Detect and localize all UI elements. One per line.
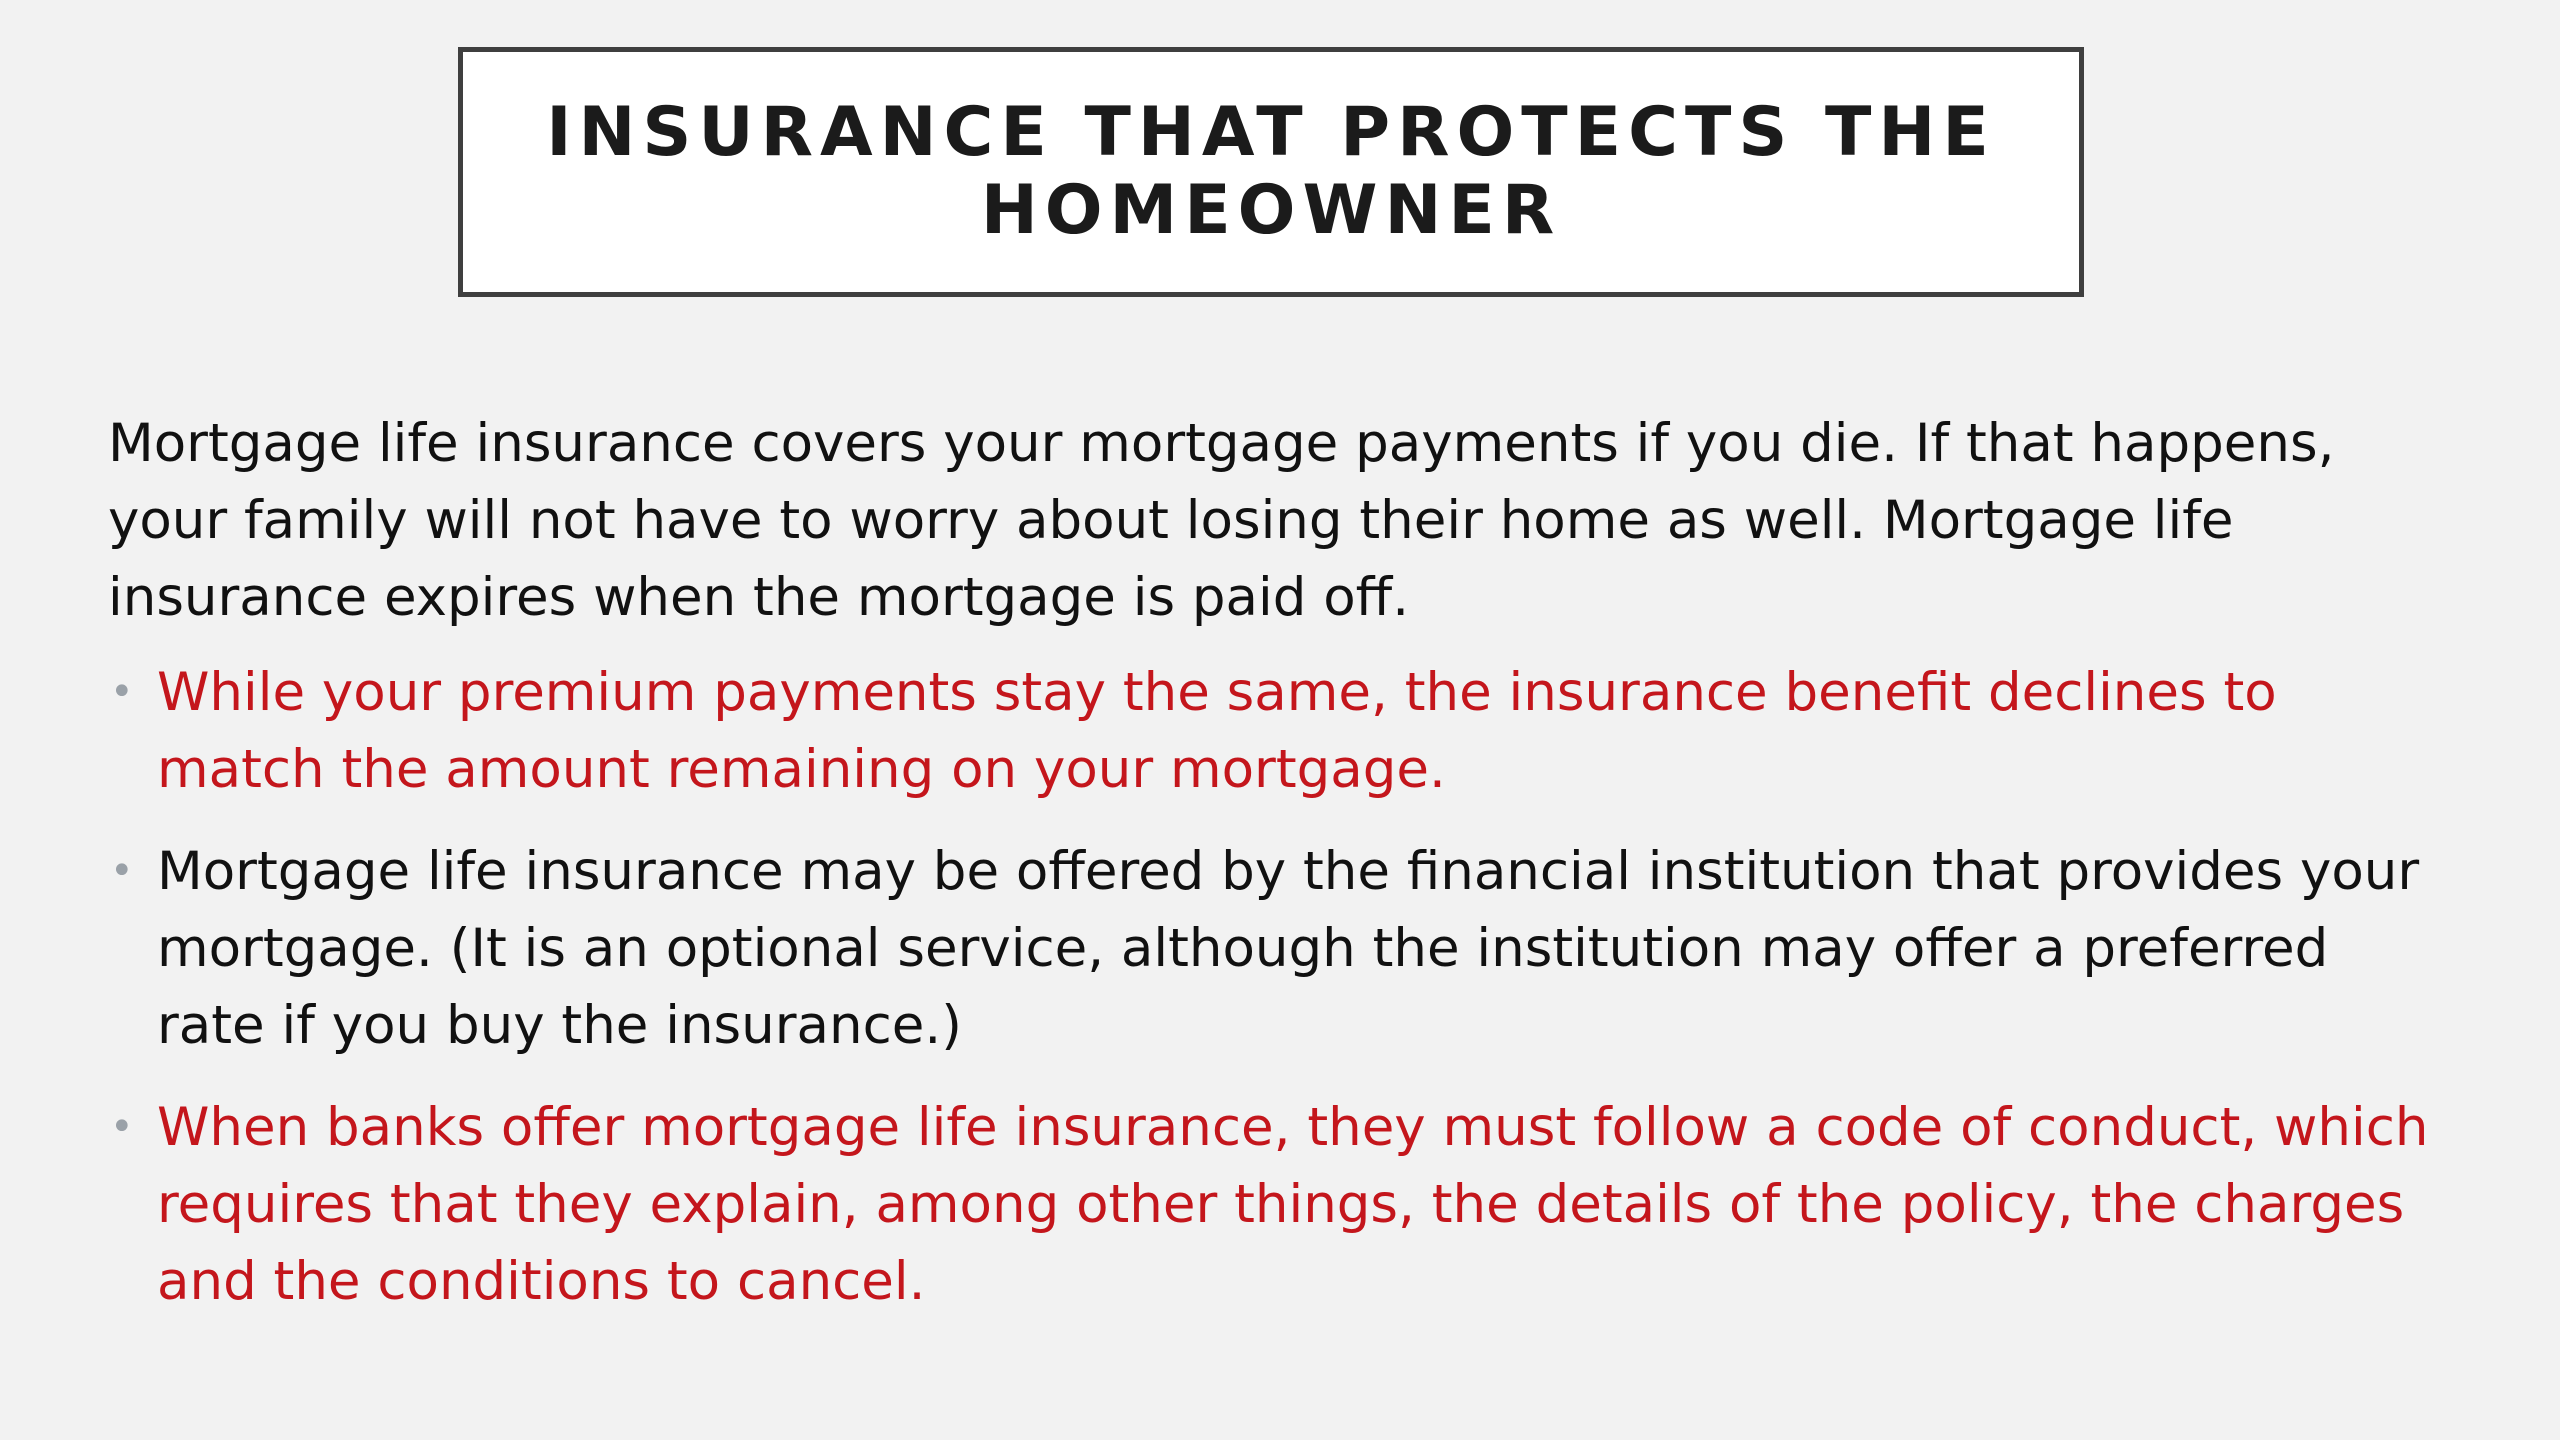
bullet-text: While your premium payments stay the same, the insurance benefit declines to match the amount remaining on your mortgage. bbox=[157, 662, 2277, 800]
bullet-dot-icon: • bbox=[110, 848, 134, 894]
title-box bbox=[458, 47, 2084, 297]
bullet-item-benefit-declines bbox=[108, 654, 2438, 808]
bullet-text: Mortgage life insurance may be offered by the financial institution that provides your mortgage. (It is an optional service, although the institution may offer a preferred rate if you buy the insurance.) bbox=[157, 841, 2420, 1056]
bullet-text: When banks offer mortgage life insurance, they must follow a code of conduct, which requires that they explain, among other things, the details of the policy, the charges and the conditions to cancel. bbox=[157, 1097, 2429, 1312]
bullet-item-offered-by-institution bbox=[108, 833, 2438, 1064]
slide-body bbox=[108, 405, 2438, 1345]
bullet-item-code-of-conduct bbox=[108, 1089, 2438, 1320]
slide-title: INSURANCE THAT PROTECTS THE HOMEOWNER bbox=[546, 93, 1996, 250]
bullet-list bbox=[108, 654, 2438, 1320]
bullet-dot-icon: • bbox=[110, 1104, 134, 1150]
intro-paragraph: Mortgage life insurance covers your mortgage payments if you die. If that happens, your family will not have to worry about losing their home as well. Mortgage life insurance expires when the mortgage is paid off. bbox=[108, 413, 2335, 628]
bullet-dot-icon: • bbox=[110, 669, 134, 715]
